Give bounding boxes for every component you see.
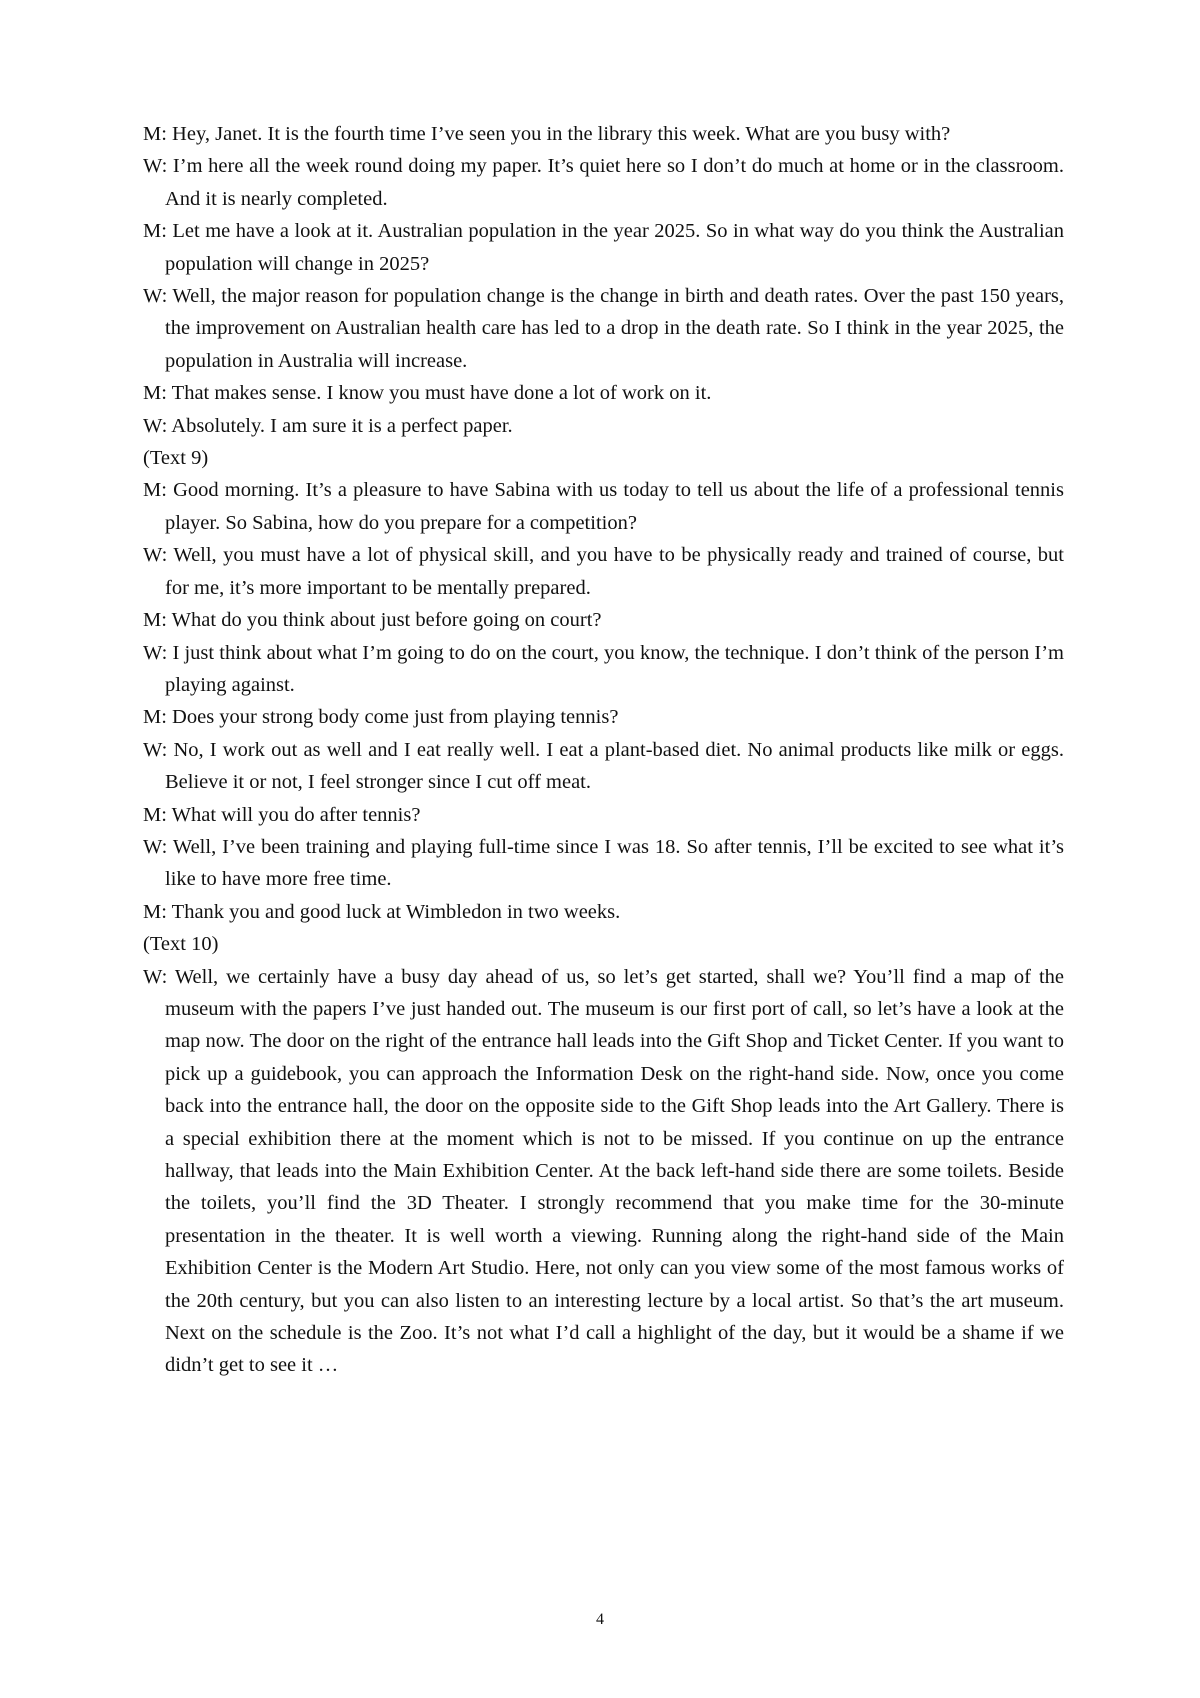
monologue-paragraph: W: Well, we certainly have a busy day ahead of us, so let’s get started, shall we? You’ll find a map of the museum with the papers I’ve just handed out. The museum is our first port of call, so let’s have a look at the map now. The door on the right of the entrance hall leads into the Gift Shop and Ticket Center. If you want to pick up a guidebook, you can approach the Information Desk on the right-hand side. Now, once you come back into the entrance hall, the door on the opposite side to the Gift Shop leads into the Art Gallery. There is a special exhibition there at the moment which is not to be missed. If you continue on up the entrance hallway, that leads into the Main Exhibition Center. At the back left-hand side there are some toilets. Beside the toilets, you’ll find the 3D Theater. I strongly recommend that you make time for the 30-minute presentation in the theater. It is well worth a viewing. Running along the right-hand side of the Main Exhibition Center is the Modern Art Studio. Here, not only can you view some of the most famous works of the 20th century, but you can also listen to an interesting lecture by a local artist. So that’s the art museum. Next on the schedule is the Zoo. It’s not what I’d call a highlight of the day, but it would be a shame if we didn’t get to see it …	[143, 965, 1064, 1377]
dialogue-line: M: Does your strong body come just from playing tennis?	[143, 706, 619, 729]
section-label: (Text 9)	[143, 447, 209, 470]
dialogue-line: M: What do you think about just before going on court?	[143, 609, 602, 632]
dialogue-line: W: Well, the major reason for population change is the change in birth and death rates. Over the past 150 years, the improvement on Australian health care has led to a drop in the death rate. So I think in the year 2025, the population in Australia will increase.	[143, 285, 1064, 372]
dialogue-line: M: That makes sense. I know you must have done a lot of work on it.	[143, 382, 712, 405]
dialogue-line: M: Hey, Janet. It is the fourth time I’ve seen you in the library this week. What are you busy with?	[143, 123, 951, 145]
dialogue-line: W: Well, you must have a lot of physical skill, and you have to be physically ready and trained of course, but for me, it’s more important to be mentally prepared.	[143, 544, 1064, 599]
page-number: 4	[596, 1611, 604, 1628]
dialogue-line: M: What will you do after tennis?	[143, 803, 421, 826]
dialogue-line: W: No, I work out as well and I eat really well. I eat a plant-based diet. No animal products like milk or eggs. Believe it or not, I feel stronger since I cut off meat.	[143, 738, 1064, 794]
dialogue-line: M: Good morning. It’s a pleasure to have Sabina with us today to tell us about the life of a professional tennis player. So Sabina, how do you prepare for a competition?	[143, 479, 1064, 534]
section-label: (Text 10)	[143, 933, 219, 956]
dialogue-line: M: Let me have a look at it. Australian population in the year 2025. So in what way do you think the Australian population will change in 2025?	[143, 220, 1064, 275]
dialogue-line: W: I’m here all the week round doing my paper. It’s quiet here so I don’t do much at home or in the classroom. And it is nearly completed.	[143, 155, 1064, 210]
dialogue-line: M: Thank you and good luck at Wimbledon in two weeks.	[143, 900, 621, 923]
transcript-body	[143, 118, 1064, 1382]
dialogue-line: W: I just think about what I’m going to do on the court, you know, the technique. I don’t think of the person I’m playing against.	[143, 641, 1064, 696]
dialogue-line: W: Absolutely. I am sure it is a perfect paper.	[143, 414, 513, 437]
dialogue-line: W: Well, I’ve been training and playing full-time since I was 18. So after tennis, I’ll be excited to see what it’s like to have more free time.	[143, 835, 1064, 891]
